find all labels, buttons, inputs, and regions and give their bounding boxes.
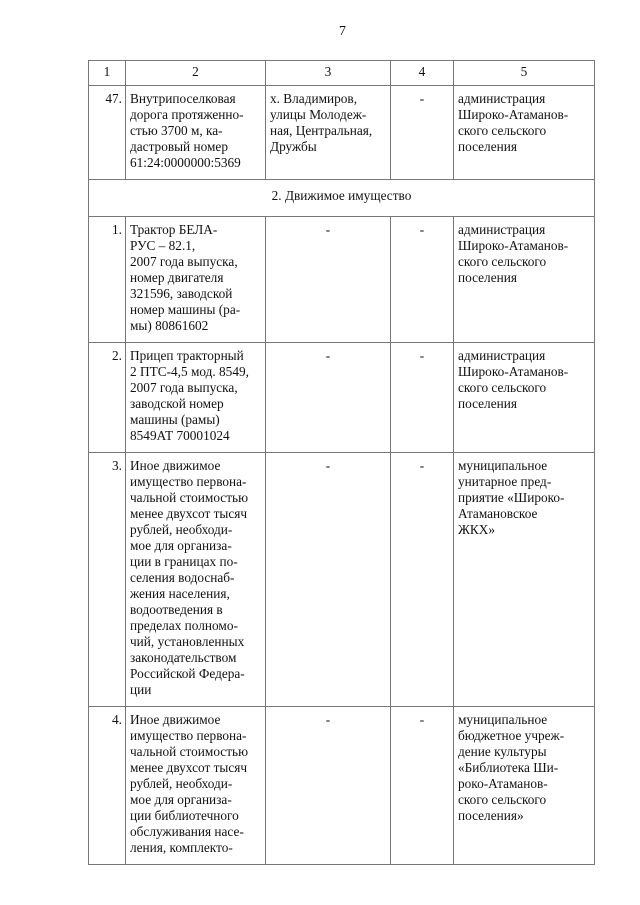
table-header-row bbox=[89, 61, 595, 86]
header-col-2: 2 bbox=[126, 61, 266, 86]
property-holder: администрация Широко-Атаманов- ского сельского поселения bbox=[454, 343, 595, 453]
property-col4: - bbox=[391, 217, 454, 343]
property-name: Трактор БЕЛА- РУС – 82.1, 2007 года выпуска, номер двигателя 321596, заводской номер машины (ра- мы) 80861602 bbox=[126, 217, 266, 343]
property-address: - bbox=[266, 217, 391, 343]
property-holder: администрация Широко-Атаманов- ского сельского поселения bbox=[454, 217, 595, 343]
property-holder: администрация Широко-Атаманов- ского сельского поселения bbox=[454, 86, 595, 180]
property-address: - bbox=[266, 343, 391, 453]
property-address: х. Владимиров, улицы Молодеж- ная, Центральная, Дружбы bbox=[266, 86, 391, 180]
header-col-4: 4 bbox=[391, 61, 454, 86]
table-row bbox=[89, 217, 595, 343]
header-col-1: 1 bbox=[89, 61, 126, 86]
property-name: Иное движимое имущество первона- чальной стоимостью менее двухсот тысяч рублей, необходи- мое для организа- ции в границах по- селения водоснаб- жения населения, водоотведения в пределах полномо- чий, установленных законодательством Российской Федера- ции bbox=[126, 453, 266, 707]
header-col-5: 5 bbox=[454, 61, 595, 86]
row-number: 3. bbox=[89, 453, 126, 707]
property-table bbox=[88, 60, 595, 865]
section-row bbox=[89, 180, 595, 217]
property-address: - bbox=[266, 707, 391, 865]
property-col4: - bbox=[391, 707, 454, 865]
property-holder: муниципальное бюджетное учреж- дение культуры «Библиотека Ши- роко-Атаманов- ского сельского поселения» bbox=[454, 707, 595, 865]
row-number: 2. bbox=[89, 343, 126, 453]
property-col4: - bbox=[391, 343, 454, 453]
property-name: Прицеп тракторный 2 ПТС-4,5 мод. 8549, 2007 года выпуска, заводской номер машины (рамы) 8549АТ 70001024 bbox=[126, 343, 266, 453]
section-title: 2. Движимое имущество bbox=[89, 180, 595, 217]
page-number: 7 bbox=[339, 24, 346, 39]
row-number: 4. bbox=[89, 707, 126, 865]
table-row bbox=[89, 86, 595, 180]
table-row bbox=[89, 453, 595, 707]
property-col4: - bbox=[391, 86, 454, 180]
property-col4: - bbox=[391, 453, 454, 707]
row-number: 47. bbox=[89, 86, 126, 180]
row-number: 1. bbox=[89, 217, 126, 343]
property-holder: муниципальное унитарное пред- приятие «Широко- Атамановское ЖКХ» bbox=[454, 453, 595, 707]
table-row bbox=[89, 343, 595, 453]
table-row bbox=[89, 707, 595, 865]
property-name: Иное движимое имущество первона- чальной стоимостью менее двухсот тысяч рублей, необходи- мое для организа- ции библиотечного обслуживания насе- ления, комплекто- bbox=[126, 707, 266, 865]
property-name: Внутрипоселковая дорога протяженно- стью 3700 м, ка- дастровый номер 61:24:0000000:5369 bbox=[126, 86, 266, 180]
property-address: - bbox=[266, 453, 391, 707]
header-col-3: 3 bbox=[266, 61, 391, 86]
